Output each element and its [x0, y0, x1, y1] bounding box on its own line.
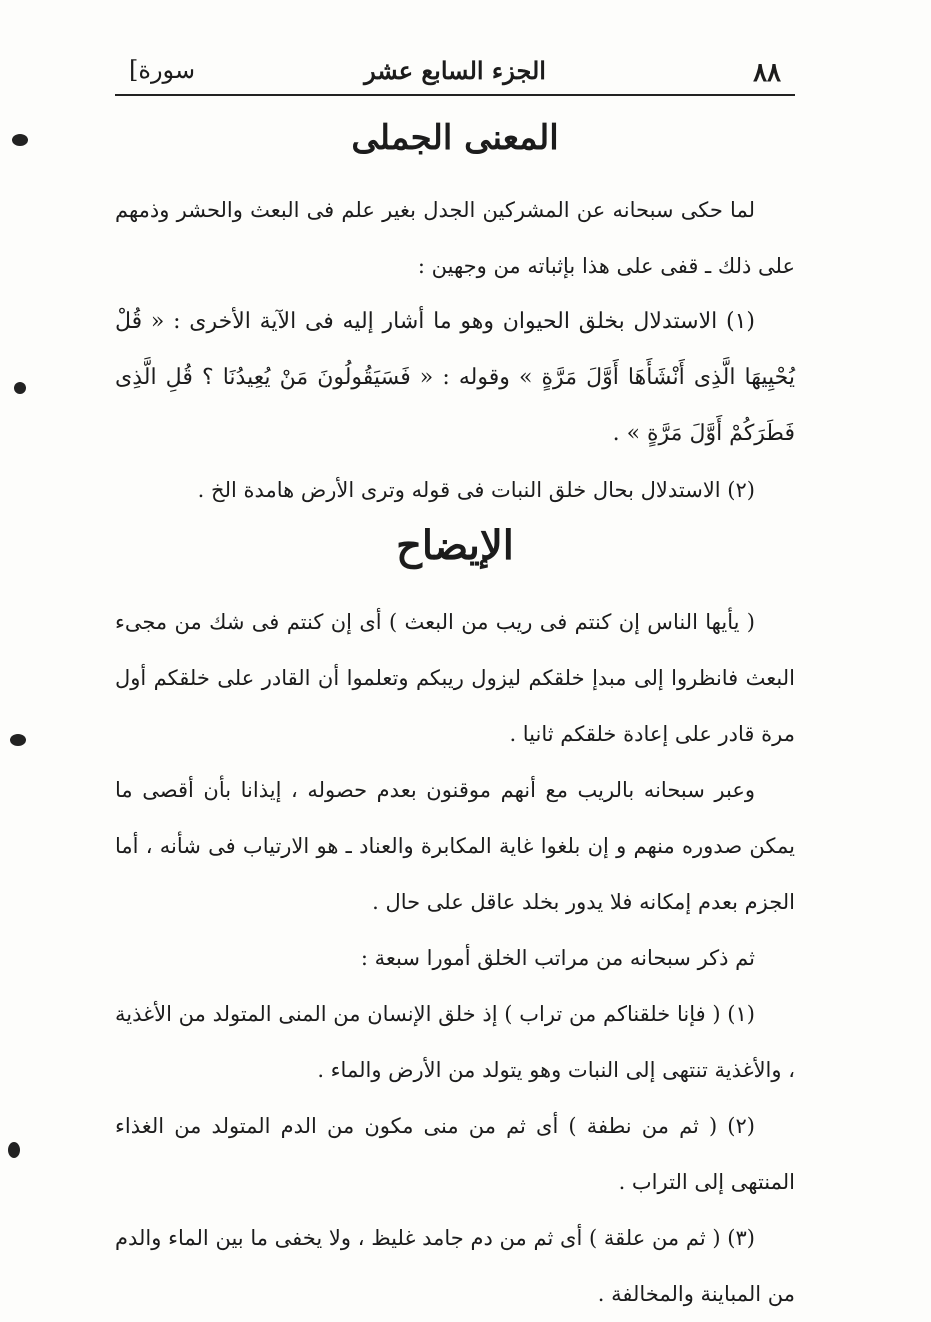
explanation-item-1: (١) ( فإنا خلقناكم من تراب ) إذ خلق الإنسان من المنى المتولد من الأغذية ، والأغذية تنتهى إلى النبات وهو يتولد من الأرض والماء .: [115, 1002, 795, 1082]
page-header: [115, 48, 795, 96]
summary-intro: لما حكى سبحانه عن المشركين الجدل بغير علم فى البعث والحشر وذمهم على ذلك ـ قفى على هذا بإثباته من وجهين :: [115, 198, 795, 278]
section-heading-explanation: الإيضاح: [396, 522, 514, 569]
scan-speck: [8, 1142, 20, 1158]
summary-section: [115, 182, 795, 518]
summary-item-2: (٢) الاستدلال بحال خلق النبات فى قوله وترى الأرض هامدة الخ .: [197, 478, 755, 502]
scan-speck: [12, 134, 28, 146]
scan-speck: [10, 734, 26, 746]
section-heading-summary: المعنى الجملى: [351, 118, 559, 158]
explanation-item-3: (٣) ( ثم من علقة ) أى ثم من دم جامد غليظ ، ولا يخفى ما بين الماء والدم من المباينة والمخالفة .: [115, 1226, 795, 1306]
explanation-section: [115, 594, 795, 1322]
page-number: ٨٨: [753, 58, 781, 88]
explanation-para-1: ( يأيها الناس إن كنتم فى ريب من البعث ) أى إن كنتم فى شك من مجىء البعث فانظروا إلى مبدإ خلقكم ليزول ريبكم وتعلموا أن القادر على خلقكم أول مرة قادر على إعادة خلقكم ثانيا .: [115, 610, 795, 746]
explanation-para-3: ثم ذكر سبحانه من مراتب الخلق أمورا سبعة :: [360, 946, 755, 970]
explanation-para-2: وعبر سبحانه بالريب مع أنهم موقنون بعدم حصوله ، إيذانا بأن أقصى ما يمكن صدوره منهم و إن بلغوا غاية المكابرة والعناد ـ هو الارتياب فى شأنه ، أما الجزم بعدم إمكانه فلا يدور بخلد عاقل على حال .: [115, 778, 795, 914]
explanation-item-2: (٢) ( ثم من نطفة ) أى ثم من منى مكون من الدم المتولد من الغذاء المنتهى إلى التراب .: [115, 1114, 795, 1194]
summary-item-1: (١) الاستدلال بخلق الحيوان وهو ما أشار إليه فى الآية الأخرى : « قُلْ يُحْيِيهَا الَّذِى أَنْشَأَهَا أَوَّلَ مَرَّةٍ » وقوله : « فَسَيَقُولُونَ مَنْ يُعِيدُنَا ؟ قُلِ الَّذِى فَطَرَكُمْ أَوَّلَ مَرَّةٍ » .: [115, 309, 795, 446]
running-title: الجزء السابع عشر: [364, 56, 546, 85]
surah-label: [ سورة: [125, 56, 195, 84]
scan-speck: [14, 382, 26, 394]
